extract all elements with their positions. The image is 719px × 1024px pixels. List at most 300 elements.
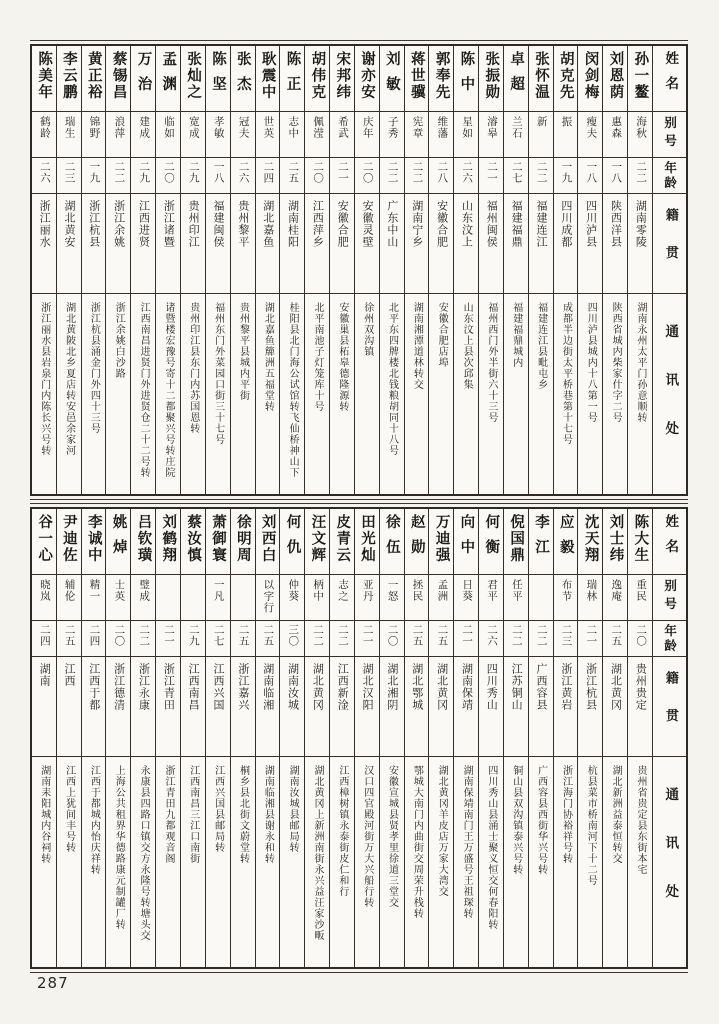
entry-alias: [330, 575, 354, 621]
entry-age: [106, 158, 130, 194]
entry-alias-text: 世英: [262, 116, 275, 139]
entry-native-place-text: 四川秀山: [485, 663, 499, 711]
entry-native-place: [231, 194, 255, 294]
entry-address: [603, 757, 627, 967]
entry-name: [305, 46, 329, 112]
entry-age: [355, 158, 379, 194]
entry-name: [479, 509, 503, 575]
entry-name-text: 孙一鳌: [632, 51, 649, 101]
entry-column: [56, 46, 81, 494]
entry-alias-text: 宪章: [411, 116, 424, 139]
entry-address-text: 安徽巢县柘皋德隆源转: [336, 302, 348, 412]
entry-name-text: 谢亦安: [359, 51, 376, 101]
entry-native-place: [156, 657, 180, 757]
entry-alias-text: 振: [560, 116, 573, 128]
entry-native-place: [330, 194, 354, 294]
entry-age-text: 二二: [386, 161, 399, 184]
entry-age: [82, 621, 106, 657]
entry-age: [82, 158, 106, 194]
entry-age-text: 二〇: [635, 624, 648, 647]
entry-native-place: [479, 657, 503, 757]
entry-native-place-text: 江西萍乡: [311, 200, 325, 248]
entry-alias: [479, 575, 503, 621]
entry-age: [330, 158, 354, 194]
entry-alias-text: 佩滢: [312, 116, 325, 139]
entry-alias-text: 星如: [461, 116, 474, 139]
entry-age: [529, 621, 553, 657]
entry-address: [131, 757, 155, 967]
header-column: [652, 509, 686, 967]
entry-name: [32, 46, 56, 112]
entry-name-text: 陈美年: [36, 51, 53, 101]
entry-age: [628, 158, 652, 194]
entry-alias-text: 新: [535, 116, 548, 128]
entry-native-place-text: 江苏铜山: [510, 663, 524, 711]
entry-age: [454, 158, 478, 194]
entry-address: [479, 294, 503, 494]
entry-alias-text: 孝敏: [212, 116, 225, 139]
entry-address: [280, 294, 304, 494]
entry-alias: [181, 112, 205, 158]
entry-name-text: 刘士纬: [607, 514, 624, 564]
entry-column: [205, 509, 230, 967]
entry-alias-text: 一怒: [386, 579, 399, 602]
entry-name-text: 徐伍: [383, 514, 400, 565]
entry-native-place: [405, 194, 429, 294]
entry-address: [206, 757, 230, 967]
entry-age-text: 二九: [187, 624, 200, 647]
entry-age-text: 二九: [187, 161, 200, 184]
entry-alias: [454, 575, 478, 621]
entry-native-place: [554, 194, 578, 294]
entry-name-text: 李江: [532, 514, 549, 565]
entry-age: [330, 621, 354, 657]
entry-age: [106, 621, 130, 657]
entry-name: [57, 509, 81, 575]
entry-address-text: 贵州印江县东门内苏国恩转: [187, 302, 199, 434]
entry-name: [628, 509, 652, 575]
entry-age: [206, 621, 230, 657]
entry-name: [479, 46, 503, 112]
entry-address: [429, 757, 453, 967]
entry-alias: [603, 112, 627, 158]
entry-age: [578, 621, 602, 657]
entry-native-place-text: 浙江丽水: [38, 200, 52, 248]
entry-native-place-text: 福建闽侯: [212, 200, 225, 248]
entry-native-place: [305, 657, 329, 757]
entry-name-text: 应毅: [557, 514, 574, 565]
entry-name-text: 刘敏: [383, 51, 400, 102]
entry-alias: [82, 575, 106, 621]
entry-native-place-text: 贵州印江: [187, 200, 201, 248]
entry-alias-text: 君平: [486, 579, 498, 602]
entry-age-text: 二〇: [113, 624, 126, 647]
entry-alias-text: 兰石: [510, 116, 523, 139]
entry-address-text: 贵州黎平县城内平街: [237, 302, 249, 401]
entry-address: [429, 294, 453, 494]
entry-address: [82, 757, 106, 967]
entry-age-text: 二二: [510, 624, 523, 647]
entry-name-text: 徐明周: [234, 514, 251, 564]
entry-name-text: 陈大生: [632, 514, 649, 564]
entry-alias: [603, 575, 627, 621]
entry-address-text: 江西南昌进贤门外进贤仓二十二号转: [138, 302, 150, 478]
entry-alias: [280, 575, 304, 621]
entry-alias: [380, 112, 404, 158]
entry-name-text: 蔡汝慎: [185, 514, 202, 564]
entry-alias: [578, 575, 602, 621]
entry-alias: [206, 112, 230, 158]
entry-address: [454, 294, 478, 494]
entry-name-text: 胡克先: [557, 51, 574, 101]
entry-age: [32, 621, 56, 657]
entry-native-place-text: 湖南宁乡: [410, 200, 424, 248]
entry-alias: [106, 575, 130, 621]
entry-age: [554, 621, 578, 657]
entry-address: [156, 757, 180, 967]
entry-alias: [504, 575, 528, 621]
entry-age-text: 二二: [113, 161, 126, 184]
entry-alias-text: 布节: [560, 579, 573, 602]
entry-alias: [429, 112, 453, 158]
entry-age: [504, 158, 528, 194]
header-cell-name: [653, 46, 686, 112]
entry-name: [529, 46, 553, 112]
entry-age: [380, 621, 404, 657]
entry-native-place: [330, 657, 354, 757]
header-cell-address: [653, 757, 686, 967]
entry-age-text: 二一: [585, 624, 598, 647]
entry-native-place: [479, 194, 503, 294]
entry-age: [231, 158, 255, 194]
entry-native-place: [305, 194, 329, 294]
entry-address: [106, 294, 130, 494]
entry-name-text: 田光灿: [359, 514, 376, 564]
entry-alias-text: 濬皋: [486, 116, 498, 139]
entry-native-place: [206, 657, 230, 757]
entry-native-place: [628, 194, 652, 294]
entry-native-place-text: 浙江余姚: [112, 200, 126, 248]
entry-native-place-text: 湖北黄冈: [435, 663, 449, 711]
entry-name-text: 张振勋: [483, 51, 500, 101]
entry-age: [529, 158, 553, 194]
entry-address: [554, 757, 578, 967]
entry-name: [578, 46, 602, 112]
entry-name-text: 沈天翔: [582, 514, 599, 564]
entry-name-text: 李诚中: [85, 514, 102, 564]
entry-age: [504, 621, 528, 657]
entry-age: [206, 158, 230, 194]
entry-name-text: 尹迪佐: [60, 514, 77, 564]
page-number: 287: [37, 974, 69, 992]
entry-age-text: 二八: [436, 161, 449, 184]
entry-address-text: 四川泸县城内十八第一号: [585, 302, 597, 423]
entry-alias-text: 亚丹: [361, 579, 374, 602]
entry-address-text: 湖北嘉鱼簰洲五福堂转: [262, 302, 274, 412]
entry-age: [156, 158, 180, 194]
entry-name: [429, 509, 453, 575]
entry-name: [380, 509, 404, 575]
entry-age-text: 二一: [336, 161, 349, 184]
entry-native-place: [554, 657, 578, 757]
header-age-label: 年龄: [662, 624, 678, 654]
entry-alias-text: 逸庵: [610, 579, 623, 602]
entry-alias-text: 士英: [113, 579, 126, 602]
entry-address-text: 浙江青田九都观音阁: [162, 765, 174, 864]
entry-alias-text: 精一: [88, 579, 101, 602]
entry-alias: [32, 575, 56, 621]
entry-alias-text: 希武: [336, 116, 349, 139]
entry-native-place: [578, 657, 602, 757]
entry-age-text: 二五: [287, 161, 300, 184]
entry-address-text: 四川秀山县涌士聚义恒交何春阳转: [485, 765, 497, 930]
entry-alias: [32, 112, 56, 158]
entry-age: [603, 621, 627, 657]
entry-alias-text: 一凡: [212, 579, 225, 602]
entry-name: [82, 46, 106, 112]
entry-name-text: 萧御寰: [209, 514, 226, 564]
entry-native-place: [280, 194, 304, 294]
entry-address-text: 山东汶上县次邱集: [461, 302, 473, 390]
entry-address-text: 湖南临湘县谢永和转: [262, 765, 274, 864]
entry-column: [130, 509, 155, 967]
entry-native-place-text: 浙江永康: [137, 663, 151, 711]
header-cell-name: [653, 509, 686, 575]
entry-alias-text: 冠夫: [237, 116, 250, 139]
entry-column: [577, 509, 602, 967]
entry-name: [355, 46, 379, 112]
entry-native-place: [529, 657, 553, 757]
entry-address: [628, 294, 652, 494]
entry-name: [82, 509, 106, 575]
entry-name: [206, 46, 230, 112]
entry-column: [155, 509, 180, 967]
entry-name-text: 蔡锡昌: [110, 51, 127, 101]
entry-name: [504, 46, 528, 112]
entry-native-place: [156, 194, 180, 294]
entry-name-text: 谷一心: [36, 514, 53, 564]
entry-address-text: 浙江丽水县岩泉门内陈长兴号转: [38, 302, 50, 456]
entry-address: [181, 294, 205, 494]
entry-age: [405, 621, 429, 657]
entry-address-text: 成都半边街太平桥巷第十七号: [560, 302, 572, 445]
entry-native-place: [181, 657, 205, 757]
entry-alias: [529, 575, 553, 621]
header-cell-native: [653, 657, 686, 757]
entry-name: [603, 46, 627, 112]
entry-address: [82, 294, 106, 494]
entry-column: [105, 46, 130, 494]
entry-alias: [206, 575, 230, 621]
entry-name: [256, 509, 280, 575]
entry-address: [181, 757, 205, 967]
entry-native-place: [628, 657, 652, 757]
entry-native-place-text: 浙江嘉兴: [236, 663, 250, 711]
entry-address-text: 江西于都城内怡庆祥转: [88, 765, 100, 875]
entry-native-place-text: 四川成都: [559, 200, 573, 248]
entry-native-place-text: 江西新淦: [336, 663, 350, 711]
entry-age: [454, 621, 478, 657]
entry-native-place-text: 湖南桂阳: [286, 200, 300, 248]
entry-name-text: 姚焯: [110, 514, 127, 565]
entry-alias-text: 仲葵: [287, 579, 300, 602]
entry-native-place: [355, 194, 379, 294]
entry-native-place: [82, 194, 106, 294]
entry-name-text: 孟渊: [160, 51, 177, 102]
header-column: [652, 46, 686, 494]
entry-native-place-text: 四川泸县: [584, 200, 598, 248]
entry-alias-text: 志之: [336, 579, 349, 602]
entry-alias-text: 瑞林: [585, 579, 598, 602]
entry-age-text: 二一: [361, 624, 374, 647]
entry-native-place-text: 湖北黄冈: [609, 663, 623, 711]
entry-column: [553, 509, 578, 967]
entry-native-place: [131, 657, 155, 757]
entry-alias-text: 晓岚: [38, 579, 51, 602]
entry-alias-text: 志中: [287, 116, 300, 139]
entry-column: [428, 509, 453, 967]
entry-native-place-text: 福建连江: [534, 200, 548, 248]
entry-age: [256, 158, 280, 194]
entry-name-text: 宋邦纬: [334, 51, 351, 101]
entry-address: [330, 757, 354, 967]
entry-alias-text: 子秀: [386, 116, 399, 139]
entry-alias: [305, 112, 329, 158]
entry-native-place: [256, 657, 280, 757]
entry-address-text: 陕西省城内柴家什字二号: [610, 302, 622, 423]
entry-age: [131, 621, 155, 657]
entry-column: [304, 46, 329, 494]
entry-address-text: 桂阳县北门海公试馆转飞仙桥神山下: [287, 302, 299, 478]
entry-age: [181, 621, 205, 657]
entry-address-text: 永康县四路口镇交方永隆号转塘头交: [138, 765, 150, 941]
entry-native-place-text: 湖南临湘: [261, 663, 275, 711]
entry-age-text: 二三: [63, 161, 76, 184]
entry-name: [454, 509, 478, 575]
entry-name: [57, 46, 81, 112]
entry-address-text: 福州东门外菜园口街三十七号: [212, 302, 224, 445]
entry-column: [379, 46, 404, 494]
entry-column: [602, 509, 627, 967]
entry-address-text: 汉口四官殿河街万大兴船行转: [361, 765, 373, 908]
entry-address: [57, 294, 81, 494]
entry-address-text: 湖南湘潭道林转交: [411, 302, 423, 390]
entry-age: [429, 158, 453, 194]
entry-age-text: 一八: [585, 161, 598, 184]
entry-native-place: [32, 657, 56, 757]
entry-age: [554, 158, 578, 194]
entry-address-text: 江西兴国县邮局转: [212, 765, 224, 853]
entry-age: [280, 621, 304, 657]
header-name-label: 姓名: [662, 514, 679, 564]
entry-native-place-text: 湖北湘阴: [385, 663, 399, 711]
entry-alias-text: 浪萍: [113, 116, 126, 139]
entry-column: [205, 46, 230, 494]
entry-native-place-text: 安徽合肥: [336, 200, 350, 248]
entry-address-text: 桐乡县北街文蔚堂转: [237, 765, 249, 864]
entry-address-text: 江西南昌三江口南街: [187, 765, 199, 864]
entry-alias: [405, 575, 429, 621]
entry-name: [106, 509, 130, 575]
entry-native-place-text: 浙江杭县: [584, 663, 598, 711]
entry-native-place-text: 福建福鼎: [510, 200, 524, 248]
entry-native-place-text: 浙江杭县: [87, 200, 101, 248]
entry-age-text: 二六: [38, 161, 51, 184]
entry-age-text: 二四: [88, 624, 101, 647]
entry-name: [330, 509, 354, 575]
entry-column: [304, 509, 329, 967]
entry-name-text: 陈正: [284, 51, 301, 102]
entry-address-text: 湖南保靖南门王万盛号王祖琛转: [461, 765, 473, 919]
entry-address-text: 上海公共租界华德路康元制罐厂转: [113, 765, 125, 930]
entry-column: [553, 46, 578, 494]
entry-age: [479, 158, 503, 194]
entry-alias-text: 维藩: [436, 116, 449, 139]
entry-native-place-text: 山东汶上: [460, 200, 474, 248]
entry-name-text: 万治: [135, 51, 152, 102]
entry-native-place-text: 陕西洋县: [609, 200, 623, 248]
entry-column: [602, 46, 627, 494]
entry-column: [105, 509, 130, 967]
entry-native-place: [231, 657, 255, 757]
entry-name: [231, 509, 255, 575]
entry-address-text: 浙江杭县涌金门外四十三号: [88, 302, 100, 434]
entry-name-text: 黄正裕: [85, 51, 102, 101]
entry-column: [329, 46, 354, 494]
entry-column: [354, 46, 379, 494]
entry-address-text: 江西樟树镇永泰街皮仁和行: [336, 765, 348, 897]
entry-name: [429, 46, 453, 112]
entry-address-text: 诸暨楼宏豫号寄十二都聚兴号转庄院: [162, 302, 174, 478]
entry-native-place-text: 浙江黄岩: [559, 663, 573, 711]
entry-native-place-text: 湖南零陵: [634, 200, 648, 248]
entry-name: [504, 509, 528, 575]
entry-address: [554, 294, 578, 494]
entry-age-text: 二五: [411, 624, 424, 647]
header-name-label: 姓名: [662, 51, 679, 101]
entry-age-text: 二四: [38, 624, 51, 647]
entry-name-text: 汪文辉: [309, 514, 326, 564]
entry-address-text: 贵州省贵定县东街本宅: [634, 765, 646, 875]
entry-age-text: 二一: [486, 161, 498, 184]
entry-name-text: 胡伟克: [309, 51, 326, 101]
entry-age-text: 二二: [635, 161, 648, 184]
entry-native-place: [206, 194, 230, 294]
entry-alias: [479, 112, 503, 158]
entry-address: [106, 757, 130, 967]
entry-native-place-text: 湖北鄂城: [410, 663, 424, 711]
entry-age: [578, 158, 602, 194]
entry-native-place: [504, 194, 528, 294]
entry-age: [628, 621, 652, 657]
entry-name: [305, 509, 329, 575]
entry-address: [479, 757, 503, 967]
entry-alias-text: 庆年: [361, 116, 374, 139]
entry-column: [379, 509, 404, 967]
entry-native-place: [181, 194, 205, 294]
entry-age-text: 一八: [610, 161, 623, 184]
entry-column: [577, 46, 602, 494]
entry-address: [231, 757, 255, 967]
entry-native-place: [355, 657, 379, 757]
entry-alias: [231, 575, 255, 621]
entry-address: [405, 294, 429, 494]
entry-native-place: [603, 657, 627, 757]
entry-age-text: 二五: [63, 624, 76, 647]
entry-alias: [504, 112, 528, 158]
header-native-label: 籍贯: [662, 208, 678, 284]
entry-alias-text: 辅伦: [63, 579, 76, 602]
